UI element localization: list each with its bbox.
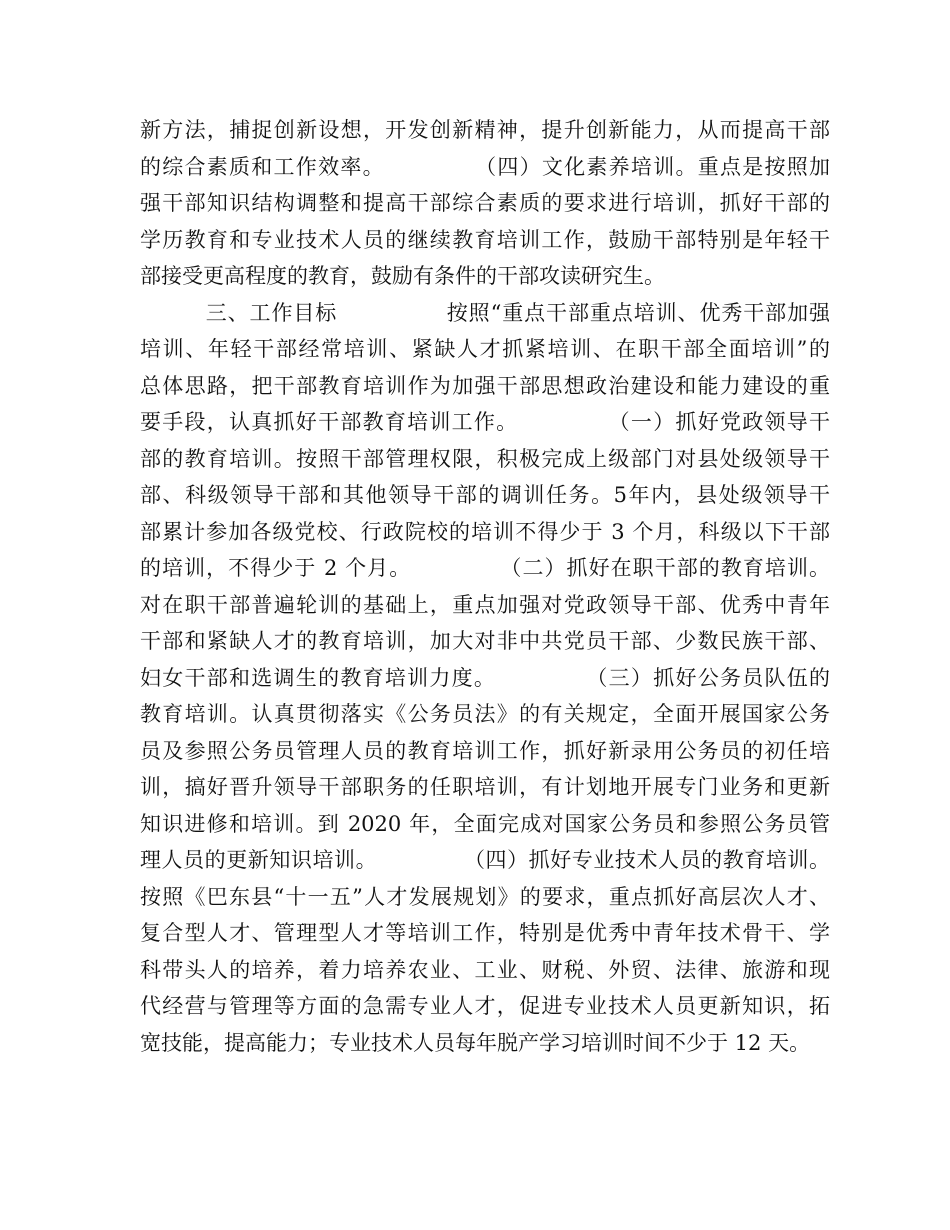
text-line: 干部和紧缺人才的教育培训，加大对非中共党员干部、少数民族干部、 — [140, 629, 830, 653]
text-line: 教育培训。认真贯彻落实《公务员法》的有关规定，全面开展国家公务 — [140, 702, 830, 726]
text-line: 部累计参加各级党校、行政院校的培训不得少于 3 个月，科级以下干部 — [140, 519, 830, 544]
text-line: 知识进修和培训。到 2020 年，全面完成对国家公务员和参照公务员管 — [140, 811, 830, 836]
text-line: 对在职干部普遍轮训的基础上，重点加强对党政领导干部、优秀中青年 — [140, 592, 830, 617]
text-line: 总体思路，把干部教育培训作为加强干部思想政治建设和能力建设的重 — [140, 373, 830, 398]
text-line: 的培训，不得少于 2 个月。 （二）抓好在职干部的教育培训。 — [140, 556, 830, 580]
text-line: 部、科级领导干部和其他领导干部的调训任务。5年内，县处级领导干 — [140, 483, 830, 507]
text-line: 理人员的更新知识培训。 （四）抓好专业技术人员的教育培训。 — [140, 848, 830, 872]
text-line: 妇女干部和选调生的教育培训力度。 （三）抓好公务员队伍的 — [140, 665, 830, 690]
text-line: 强干部知识结构调整和提高干部综合素质的要求进行培训，抓好干部的 — [140, 191, 830, 215]
text-line: 培训、年轻干部经常培训、紧缺人才抓紧培训、在职干部全面培训”的 — [140, 337, 830, 361]
text-line: 宽技能，提高能力；专业技术人员每年脱产学习培训时间不少于 12 天。 — [140, 1030, 811, 1055]
text-line: 要手段，认真抓好干部教育培训工作。 （一）抓好党政领导干 — [140, 410, 830, 434]
text-line: 训，搞好晋升领导干部职务的任职培训，有计划地开展专门业务和更新 — [140, 775, 830, 799]
text-line: 科带头人的培养，着力培养农业、工业、财税、外贸、法律、旅游和现 — [140, 957, 830, 982]
text-line: 的综合素质和工作效率。 （四）文化素养培训。重点是按照加 — [140, 154, 830, 179]
text-line: 代经营与管理等方面的急需专业人才，促进专业技术人员更新知识，拓 — [140, 994, 830, 1018]
text-line: 部的教育培训。按照干部管理权限，积极完成上级部门对县处级领导干 — [140, 446, 830, 471]
text-line: 部接受更高程度的教育，鼓励有条件的干部攻读研究生。 — [140, 264, 665, 288]
body-text — [140, 112, 830, 1061]
text-line: 三、工作目标 按照“重点干部重点培训、优秀干部加强 — [140, 300, 830, 325]
text-line: 学历教育和专业技术人员的继续教育培训工作，鼓励干部特别是年轻干 — [140, 227, 830, 252]
text-line: 员及参照公务员管理人员的教育培训工作，抓好新录用公务员的初任培 — [140, 738, 830, 763]
text-line: 按照《巴东县“十一五”人才发展规划》的要求，重点抓好高层次人才、 — [140, 884, 830, 909]
text-line: 新方法，捕捉创新设想，开发创新精神，提升创新能力，从而提高干部 — [140, 118, 830, 142]
text-line: 复合型人才、管理型人才等培训工作，特别是优秀中青年技术骨干、学 — [140, 921, 830, 945]
